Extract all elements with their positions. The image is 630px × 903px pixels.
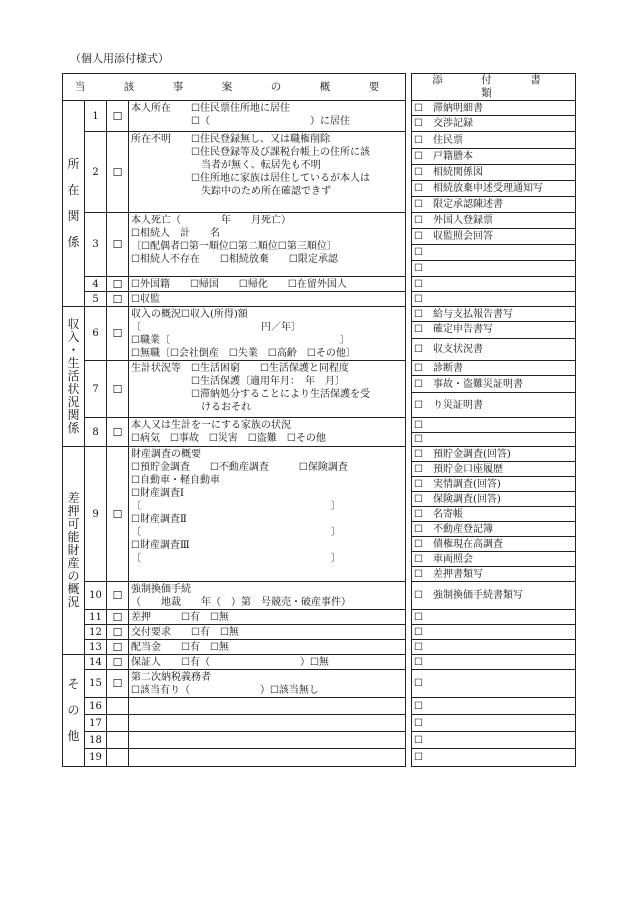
table-row — [63, 213, 576, 229]
table-row — [63, 101, 576, 116]
item-checkbox[interactable]: ☐ — [107, 625, 129, 640]
table-row — [63, 277, 576, 292]
attachment-item[interactable]: ☐ — [412, 698, 576, 715]
description-line: けるおそれ — [131, 402, 251, 413]
description-line: 保証人 ☐有（ ）☐無 — [131, 657, 329, 668]
attachment-item[interactable]: ☐ 車両照会 — [412, 552, 576, 567]
description-line: 〔 〕 — [131, 501, 341, 512]
attachment-item[interactable]: ☐ — [412, 670, 576, 698]
attachment-item[interactable]: ☐ 確定申告書写 — [412, 322, 576, 338]
description-line: ☐（ ）に居住 — [131, 116, 350, 127]
description-line: ☐財産調査Ⅲ — [131, 540, 190, 551]
attachment-item[interactable]: ☐ 事故・盗難災証明書 — [412, 376, 576, 393]
table-row — [63, 610, 576, 625]
description-line: 第二次納税義務者 — [131, 672, 211, 683]
description-line: ☐財産調査Ⅰ — [131, 488, 184, 499]
description-line: ☐相続人不存在 ☐相続放棄 ☐限定承認 — [131, 254, 338, 265]
description-line: 配当金 ☐有 ☐無 — [131, 642, 229, 653]
item-checkbox[interactable]: ☐ — [107, 418, 129, 447]
attachment-item[interactable]: ☐ — [412, 625, 576, 640]
section-label: 収 入 ・ 生 活 状 況 関 係 — [63, 307, 85, 447]
description-line: ☐無職〔☐会社倒産 ☐失業 ☐高齢 ☐その他〕 — [131, 348, 356, 359]
item-number: 1 — [85, 101, 107, 132]
attachment-item[interactable]: ☐ 不動産登記簿 — [412, 522, 576, 537]
attachment-item[interactable]: ☐ — [412, 277, 576, 292]
item-description — [129, 132, 406, 213]
table-row — [63, 361, 576, 376]
table-row — [63, 307, 576, 322]
attachment-item[interactable]: ☐ 交渉記録 — [412, 116, 576, 132]
item-checkbox[interactable] — [107, 698, 129, 715]
item-number: 11 — [85, 610, 107, 625]
description-line: ☐住民登録等及び課税台帳上の住所に該 — [131, 147, 370, 158]
item-description — [129, 101, 406, 132]
description-line: ☐病気 ☐事故 ☐災害 ☐盗難 ☐その他 — [131, 433, 326, 444]
item-checkbox[interactable]: ☐ — [107, 361, 129, 418]
description-line: 本人死亡（ 年 月死亡） — [131, 215, 291, 226]
item-checkbox[interactable]: ☐ — [107, 447, 129, 582]
table-row — [63, 715, 576, 732]
table-row — [63, 418, 576, 433]
attachment-item[interactable]: ☐ 滞納明細書 — [412, 101, 576, 116]
table-row — [63, 292, 576, 307]
item-checkbox[interactable]: ☐ — [107, 640, 129, 655]
section-label: 差 押 可 能 財 産 の 概 況 — [63, 447, 85, 655]
attachment-item[interactable]: ☐ 強制換価手続書類写 — [412, 582, 576, 610]
description-line: 差押 ☐有 ☐無 — [131, 612, 229, 623]
description-line: ☐自動車・軽自動車 — [131, 475, 220, 486]
table-row — [63, 132, 576, 149]
table-row — [63, 625, 576, 640]
description-line: 本人又は生計を一にする家族の状況 — [131, 420, 291, 431]
header-right: 添 付 書 類 — [412, 74, 576, 101]
header-left: 当 該 事 案 の 概 要 — [63, 74, 406, 101]
description-line: ☐住所地に家族は居住しているが本人は — [131, 173, 370, 184]
description-line: 収入の概況☐収入(所得)額 — [131, 309, 248, 320]
description-line: ☐収監 — [131, 294, 160, 305]
description-line: 交付要求 ☐有 ☐無 — [131, 627, 239, 638]
item-number: 17 — [85, 715, 107, 732]
item-checkbox[interactable]: ☐ — [107, 101, 129, 132]
item-number: 7 — [85, 361, 107, 418]
table-row — [63, 447, 576, 462]
item-number: 16 — [85, 698, 107, 715]
item-number: 13 — [85, 640, 107, 655]
description-line: 生計状況等 ☐生活困窮 ☐生活保護と同程度 — [131, 363, 349, 374]
section-label: 所 在 関 係 — [63, 101, 85, 307]
attachment-item[interactable]: ☐ り災証明書 — [412, 393, 576, 418]
item-number: 18 — [85, 732, 107, 749]
attachment-item[interactable]: ☐ — [412, 418, 576, 433]
item-checkbox[interactable] — [107, 749, 129, 767]
item-description — [129, 670, 406, 698]
item-checkbox[interactable]: ☐ — [107, 277, 129, 292]
item-description — [129, 655, 406, 670]
description-line: 〔 〕 — [131, 527, 341, 538]
attachment-item[interactable]: ☐ 収監照会回答 — [412, 229, 576, 245]
description-line: 〔 円／年〕 — [131, 322, 301, 333]
attachment-item[interactable]: ☐ — [412, 610, 576, 625]
item-checkbox[interactable] — [107, 715, 129, 732]
item-number: 12 — [85, 625, 107, 640]
description-line: 〔☐配偶者☐第一順位☐第二順位☐第三順位〕 — [131, 241, 337, 252]
attachment-item[interactable]: ☐ 相続放棄申述受理通知写 — [412, 181, 576, 197]
attachment-item[interactable]: ☐ 診断書 — [412, 361, 576, 376]
description-line: 失踪中のため所在確認できず — [131, 186, 331, 197]
table-row — [63, 698, 576, 715]
description-line: 強制換価手続 — [131, 584, 191, 595]
table-row — [63, 670, 576, 698]
attachment-item[interactable]: ☐ 戸籍謄本 — [412, 149, 576, 165]
item-number: 10 — [85, 582, 107, 610]
description-line: ☐預貯金調査 ☐不動産調査 ☐保険調査 — [131, 462, 348, 473]
attachment-item[interactable]: ☐ — [412, 245, 576, 261]
item-description — [129, 732, 406, 749]
attachment-item[interactable]: ☐ 外国人登録票 — [412, 213, 576, 229]
item-checkbox[interactable]: ☐ — [107, 655, 129, 670]
table-row — [63, 655, 576, 670]
form-table — [62, 73, 580, 767]
item-description — [129, 610, 406, 625]
attachment-item[interactable]: ☐ 預貯金調査(回答) — [412, 447, 576, 462]
item-checkbox[interactable] — [107, 732, 129, 749]
attachment-item[interactable]: ☐ — [412, 732, 576, 749]
attachment-item[interactable]: ☐ 預貯金口座履歴 — [412, 462, 576, 477]
description-line: ☐相続人 計 名 — [131, 228, 220, 239]
attachment-item[interactable]: ☐ 給与支払報告書写 — [412, 307, 576, 322]
item-number: 9 — [85, 447, 107, 582]
attachment-item[interactable]: ☐ — [412, 715, 576, 732]
description-line: ☐滞納処分することにより生活保護を受 — [131, 389, 370, 400]
item-description — [129, 213, 406, 277]
description-line: 財産調査の概要 — [131, 449, 201, 460]
item-checkbox[interactable]: ☐ — [107, 292, 129, 307]
item-number: 15 — [85, 670, 107, 698]
item-checkbox[interactable]: ☐ — [107, 307, 129, 361]
item-description — [129, 418, 406, 447]
description-line: ☐生活保護〔適用年月： 年 月〕 — [131, 376, 345, 387]
table-row — [63, 749, 576, 767]
item-description — [129, 361, 406, 418]
item-description — [129, 582, 406, 610]
description-line: 〔 〕 — [131, 553, 341, 564]
attachment-item[interactable]: ☐ — [412, 749, 576, 767]
item-description — [129, 625, 406, 640]
attachment-item[interactable]: ☐ — [412, 261, 576, 277]
description-line: 所在不明 ☐住民登録無し、又は職権削除 — [131, 134, 330, 145]
item-description — [129, 749, 406, 767]
description-line: 当者が無く、転居先も不明 — [131, 160, 321, 171]
item-number: 6 — [85, 307, 107, 361]
attachment-item[interactable]: ☐ 相続関係図 — [412, 165, 576, 181]
attachment-item[interactable]: ☐ — [412, 433, 576, 447]
item-description — [129, 447, 406, 582]
description-line: ☐外国籍 ☐帰国 ☐帰化 ☐在留外国人 — [131, 279, 347, 290]
attachment-item[interactable]: ☐ 差押書類写 — [412, 567, 576, 582]
description-line: ☐該当有り（ ）☐該当無し — [131, 685, 319, 696]
attachment-item[interactable]: ☐ 限定承認陳述書 — [412, 197, 576, 213]
form-caption: （個人用添付様式） — [70, 52, 169, 65]
description-line: 本人所在 ☐住民票住所地に居住 — [131, 103, 290, 114]
attachment-item[interactable]: ☐ — [412, 640, 576, 655]
attachment-item[interactable]: ☐ 住民票 — [412, 132, 576, 149]
attachment-item[interactable]: ☐ 名寄帳 — [412, 507, 576, 522]
item-checkbox[interactable]: ☐ — [107, 582, 129, 610]
item-number: 8 — [85, 418, 107, 447]
description-line: ☐職業〔 〕 — [131, 335, 350, 346]
item-number: 4 — [85, 277, 107, 292]
description-line: ☐財産調査Ⅱ — [131, 514, 187, 525]
item-checkbox[interactable]: ☐ — [107, 610, 129, 625]
item-number: 19 — [85, 749, 107, 767]
item-checkbox[interactable]: ☐ — [107, 132, 129, 213]
item-description — [129, 698, 406, 715]
attachment-item[interactable]: ☐ 実情調査(回答) — [412, 477, 576, 492]
item-number: 5 — [85, 292, 107, 307]
table-row — [63, 640, 576, 655]
attachment-item[interactable]: ☐ — [412, 655, 576, 670]
item-checkbox[interactable]: ☐ — [107, 213, 129, 277]
attachment-item[interactable]: ☐ 収支状況書 — [412, 338, 576, 360]
attachment-item[interactable]: ☐ 債権現在高調査 — [412, 537, 576, 552]
table-row — [63, 582, 576, 610]
item-description — [129, 292, 406, 307]
section-label: そ の 他 — [63, 655, 85, 767]
description-line: （ 地裁 年（ ）第 号競売・破産事件） — [131, 597, 351, 608]
item-number: 14 — [85, 655, 107, 670]
item-number: 2 — [85, 132, 107, 213]
item-description — [129, 640, 406, 655]
item-number: 3 — [85, 213, 107, 277]
attachment-item[interactable]: ☐ 保険調査(回答) — [412, 492, 576, 507]
table-row — [63, 732, 576, 749]
item-checkbox[interactable]: ☐ — [107, 670, 129, 698]
item-description — [129, 307, 406, 361]
item-description — [129, 277, 406, 292]
attachment-item[interactable]: ☐ — [412, 292, 576, 307]
item-description — [129, 715, 406, 732]
